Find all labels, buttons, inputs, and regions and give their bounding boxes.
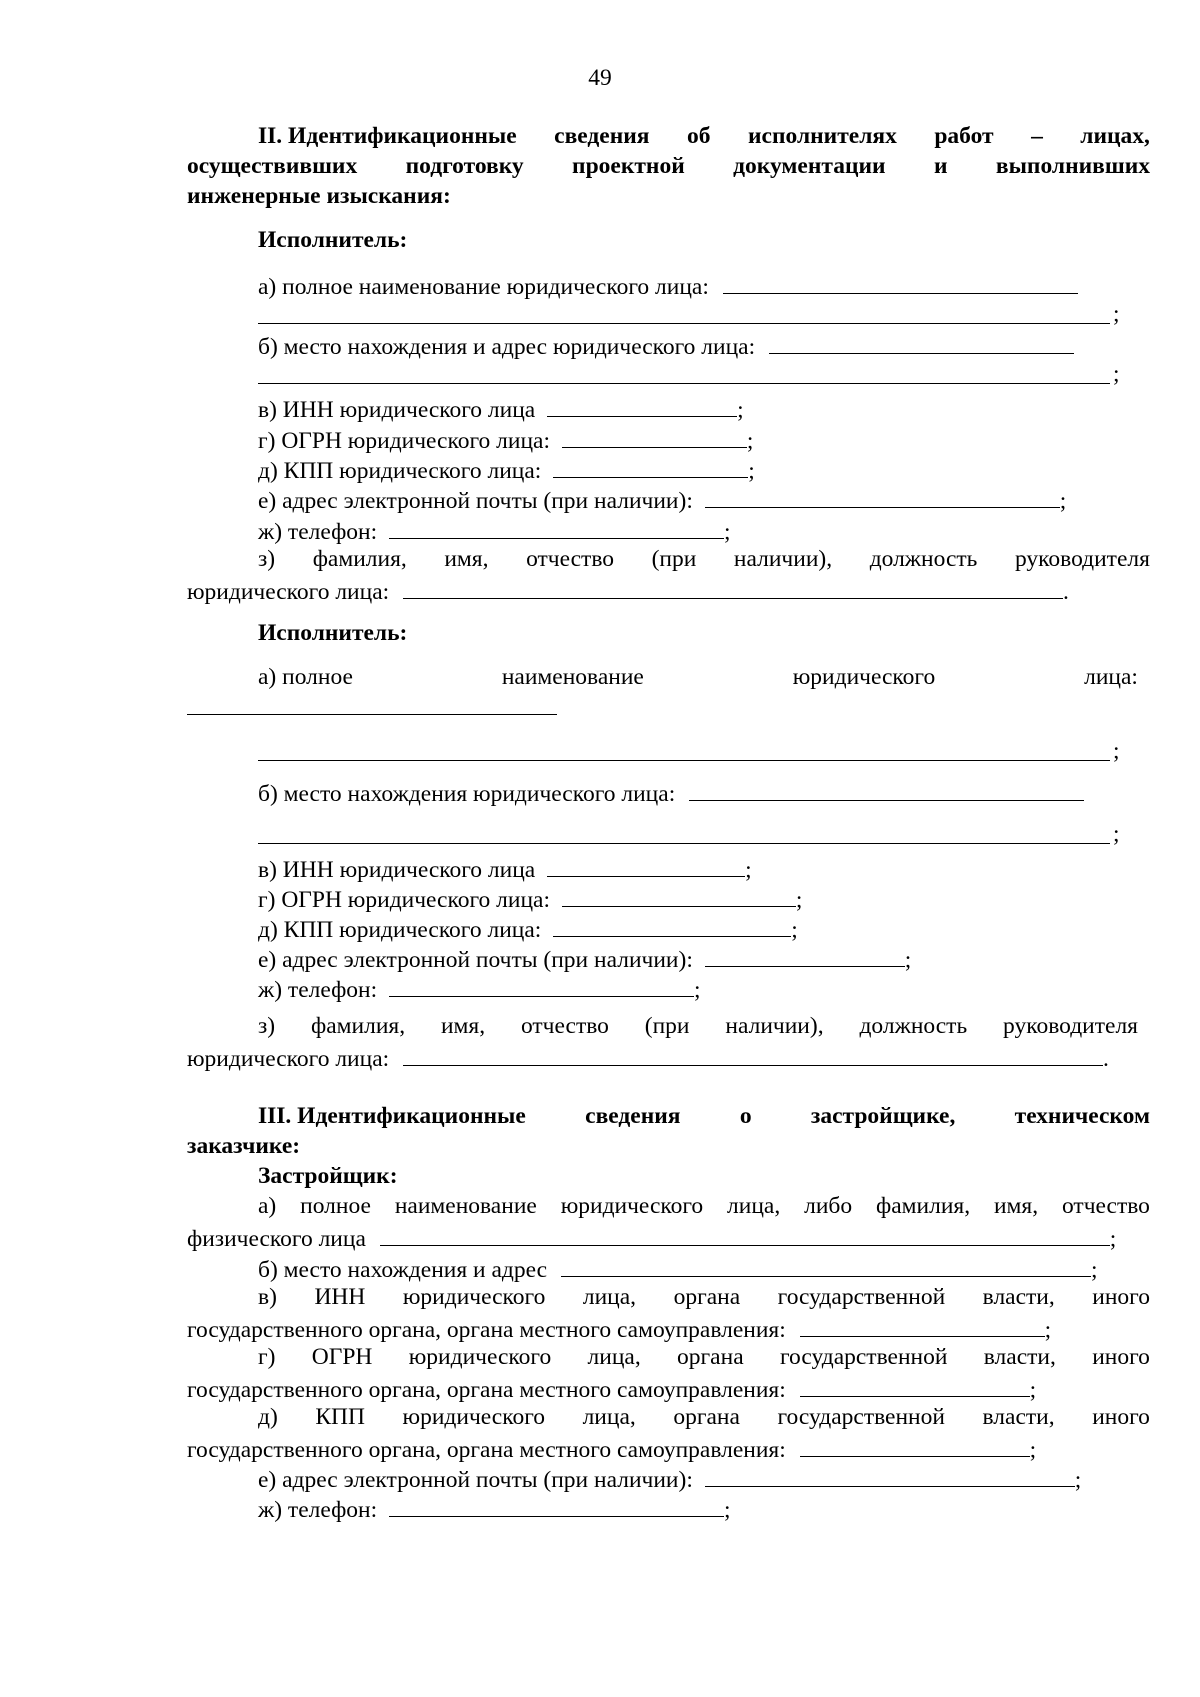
semicolon: ; [1113, 301, 1120, 327]
word: фамилия, [310, 1013, 406, 1039]
developer-label-v: государственного органа, органа местного самоуправления: [187, 1317, 786, 1343]
word: отчество [526, 546, 615, 572]
word: имя, [444, 546, 489, 572]
word: руководителя [1003, 1013, 1138, 1039]
executor2-email-field[interactable] [705, 943, 905, 967]
word: фамилия, [312, 546, 407, 572]
word: фамилия, [876, 1193, 971, 1219]
word: (при [644, 1013, 690, 1039]
word: КПП [315, 1404, 365, 1430]
section2-heading-line3: инженерные изыскания: [187, 183, 451, 209]
executor1-item-e: е) адрес электронной почты (при наличии): ; [258, 484, 1066, 515]
executor2-address-field-line2[interactable] [258, 843, 1110, 844]
semicolon: ; [1113, 738, 1120, 764]
word: юридического [402, 1404, 546, 1430]
word: наличии), [725, 1013, 824, 1039]
word: должность [859, 1013, 968, 1039]
word: лицах, [1080, 123, 1150, 149]
word: и [933, 153, 948, 179]
executor1-label-d: д) КПП юридического лица: [258, 458, 542, 484]
developer-label-g: государственного органа, органа местного самоуправления: [187, 1377, 786, 1403]
word: техническом [1014, 1103, 1150, 1129]
developer-item-d-line2: государственного органа, органа местного самоуправления: ; [187, 1433, 1036, 1464]
executor1-title: Исполнитель: [258, 227, 408, 253]
developer-item-d-line1 [258, 1403, 1150, 1431]
executor2-item-e: е) адрес электронной почты (при наличии): ; [258, 943, 911, 974]
executor2-item-a [258, 663, 1138, 691]
executor1-item-d: д) КПП юридического лица: ; [258, 454, 755, 485]
executor2-item-b [258, 777, 1084, 808]
executor1-address-field-line2[interactable] [258, 383, 1110, 384]
developer-item-g-line1 [258, 1343, 1150, 1371]
section2-heading-line1 [258, 122, 1150, 150]
word: юридического [408, 1344, 552, 1370]
executor1-full-name-field[interactable] [723, 270, 1078, 294]
developer-label-zh: ж) телефон: [258, 1497, 378, 1523]
developer-kpp-field[interactable] [800, 1433, 1030, 1457]
developer-email-field[interactable] [705, 1463, 1075, 1487]
developer-phone-field[interactable] [389, 1493, 724, 1517]
developer-label-a: физического лица [187, 1226, 366, 1252]
executor1-item-g: г) ОГРН юридического лица: ; [258, 424, 753, 455]
word: проектной [572, 153, 685, 179]
semicolon: ; [1113, 821, 1120, 847]
word: д) [258, 1404, 278, 1430]
executor2-label-b: б) место нахождения юридического лица: [258, 781, 676, 807]
executor2-item-zh: ж) телефон: ; [258, 973, 701, 1004]
word: отчество [1061, 1193, 1150, 1219]
developer-title: Застройщик: [258, 1163, 398, 1189]
word: руководителя [1014, 546, 1150, 572]
word: исполнителях [748, 123, 897, 149]
word: о [739, 1103, 752, 1129]
executor1-label-b: б) место нахождения и адрес юридического лица: [258, 334, 756, 360]
word: либо [804, 1193, 853, 1219]
word: ИНН [314, 1284, 366, 1310]
executor2-label-d: д) КПП юридического лица: [258, 917, 542, 943]
executor1-item-zh: ж) телефон: ; [258, 515, 731, 546]
developer-inn-field[interactable] [800, 1313, 1045, 1337]
executor2-ogrn-field[interactable] [562, 883, 796, 907]
executor1-phone-field[interactable] [389, 515, 724, 539]
word: государственной [777, 1284, 946, 1310]
executor1-label-v: в) ИНН юридического лица [258, 397, 536, 423]
word: наличии), [733, 546, 833, 572]
word: наименование [501, 664, 644, 690]
executor1-ogrn-field[interactable] [562, 424, 747, 448]
developer-item-a-line2: физического лица ; [187, 1222, 1116, 1253]
word: осуществивших [187, 153, 358, 179]
executor2-full-name-field-line2[interactable] [258, 760, 1110, 761]
word: иного [1092, 1344, 1150, 1370]
executor1-item-a [258, 270, 1078, 301]
word: отчество [520, 1013, 609, 1039]
word: ОГРН [311, 1344, 373, 1370]
executor2-inn-field[interactable] [547, 853, 745, 877]
section3-heading-line2: заказчике: [187, 1133, 301, 1159]
executor2-label-zh: ж) телефон: [258, 977, 378, 1003]
developer-label-e: е) адрес электронной почты (при наличии): [258, 1467, 693, 1493]
word: лица, [587, 1344, 641, 1370]
executor1-label-zh: ж) телефон: [258, 519, 378, 545]
word: иного [1092, 1284, 1150, 1310]
executor1-item-z-line2: юридического лица: . [187, 575, 1069, 606]
word: органа [677, 1344, 744, 1370]
word: лица, [582, 1404, 636, 1430]
word: органа [673, 1404, 740, 1430]
executor1-item-z-line1 [258, 545, 1150, 573]
word: лица, [582, 1284, 637, 1310]
executor2-label-z: юридического лица: [187, 1046, 390, 1072]
executor2-full-name-field[interactable] [187, 714, 557, 715]
word: государственной [777, 1404, 945, 1430]
word: III. Идентификационные [258, 1103, 526, 1129]
word: об [687, 123, 711, 149]
word: иного [1092, 1404, 1150, 1430]
section2-heading-line2 [187, 152, 1150, 180]
word: II. Идентификационные [258, 123, 517, 149]
developer-label-d: государственного органа, органа местного самоуправления: [187, 1437, 786, 1463]
executor1-label-a: а) полное наименование юридического лица: [258, 274, 709, 300]
executor1-kpp-field[interactable] [553, 454, 748, 478]
developer-address-field[interactable] [561, 1253, 1091, 1277]
word: документации [733, 153, 886, 179]
word: должность [869, 546, 978, 572]
word: юридического [560, 1193, 704, 1219]
word: – [1031, 123, 1043, 149]
executor1-full-name-field-line2[interactable] [258, 323, 1110, 324]
executor2-item-d: д) КПП юридического лица: ; [258, 913, 798, 944]
word: полное [300, 1193, 371, 1219]
executor1-director-field[interactable] [403, 575, 1063, 599]
word: з) [258, 546, 276, 572]
word: з) [258, 1013, 276, 1039]
executor1-item-b [258, 330, 1074, 361]
executor2-label-e: е) адрес электронной почты (при наличии): [258, 947, 693, 973]
executor2-label-v: в) ИНН юридического лица [258, 857, 536, 883]
developer-label-b: б) место нахождения и адрес [258, 1257, 548, 1283]
word: застройщике, [810, 1103, 956, 1129]
developer-item-a-line1 [258, 1192, 1150, 1220]
developer-item-v-line2: государственного органа, органа местного самоуправления: ; [187, 1313, 1051, 1344]
executor2-phone-field[interactable] [389, 973, 694, 997]
word: власти, [982, 1404, 1055, 1430]
executor1-address-field[interactable] [769, 330, 1074, 354]
developer-item-zh: ж) телефон: ; [258, 1493, 731, 1524]
word: юридического [402, 1284, 546, 1310]
word: сведения [554, 123, 650, 149]
word: выполнивших [995, 153, 1150, 179]
word: лица, [727, 1193, 781, 1219]
executor1-label-e: е) адрес электронной почты (при наличии): [258, 488, 693, 514]
developer-ogrn-field[interactable] [800, 1373, 1030, 1397]
executor2-item-g: г) ОГРН юридического лица: ; [258, 883, 802, 914]
word: подготовку [405, 153, 524, 179]
section3-heading-line1 [258, 1102, 1150, 1130]
word: сведения [585, 1103, 681, 1129]
page-number: 49 [588, 65, 612, 91]
word: имя, [993, 1193, 1039, 1219]
executor1-label-g: г) ОГРН юридического лица: [258, 428, 550, 454]
word: в) [258, 1284, 277, 1310]
word: а) полное [258, 664, 353, 690]
word: г) [258, 1344, 276, 1370]
developer-item-g-line2: государственного органа, органа местного самоуправления: ; [187, 1373, 1036, 1404]
word: юридического [792, 664, 936, 690]
word: власти, [982, 1284, 1055, 1310]
executor2-address-field[interactable] [689, 777, 1084, 801]
word: (при [651, 546, 697, 572]
developer-item-b: б) место нахождения и адрес ; [258, 1253, 1098, 1284]
executor2-kpp-field[interactable] [553, 913, 791, 937]
executor1-item-v: в) ИНН юридического лица ; [258, 393, 744, 424]
semicolon: ; [1113, 361, 1120, 387]
word: органа [673, 1284, 741, 1310]
word: работ [934, 123, 994, 149]
executor2-director-field[interactable] [403, 1042, 1103, 1066]
developer-name-field[interactable] [380, 1222, 1110, 1246]
word: государственной [779, 1344, 948, 1370]
executor1-inn-field[interactable] [547, 393, 737, 417]
executor2-item-z-line1 [258, 1012, 1138, 1040]
executor1-email-field[interactable] [705, 484, 1060, 508]
word: наименование [394, 1193, 537, 1219]
word: а) [258, 1193, 277, 1219]
word: власти, [983, 1344, 1056, 1370]
executor2-label-g: г) ОГРН юридического лица: [258, 887, 550, 913]
executor2-item-v: в) ИНН юридического лица ; [258, 853, 752, 884]
executor1-label-z: юридического лица: [187, 579, 390, 605]
executor2-item-z-line2: юридического лица: . [187, 1042, 1109, 1073]
developer-item-v-line1 [258, 1283, 1150, 1311]
developer-item-e: е) адрес электронной почты (при наличии): ; [258, 1463, 1081, 1494]
word: лица: [1084, 664, 1138, 690]
word: имя, [440, 1013, 486, 1039]
executor2-title: Исполнитель: [258, 620, 408, 646]
